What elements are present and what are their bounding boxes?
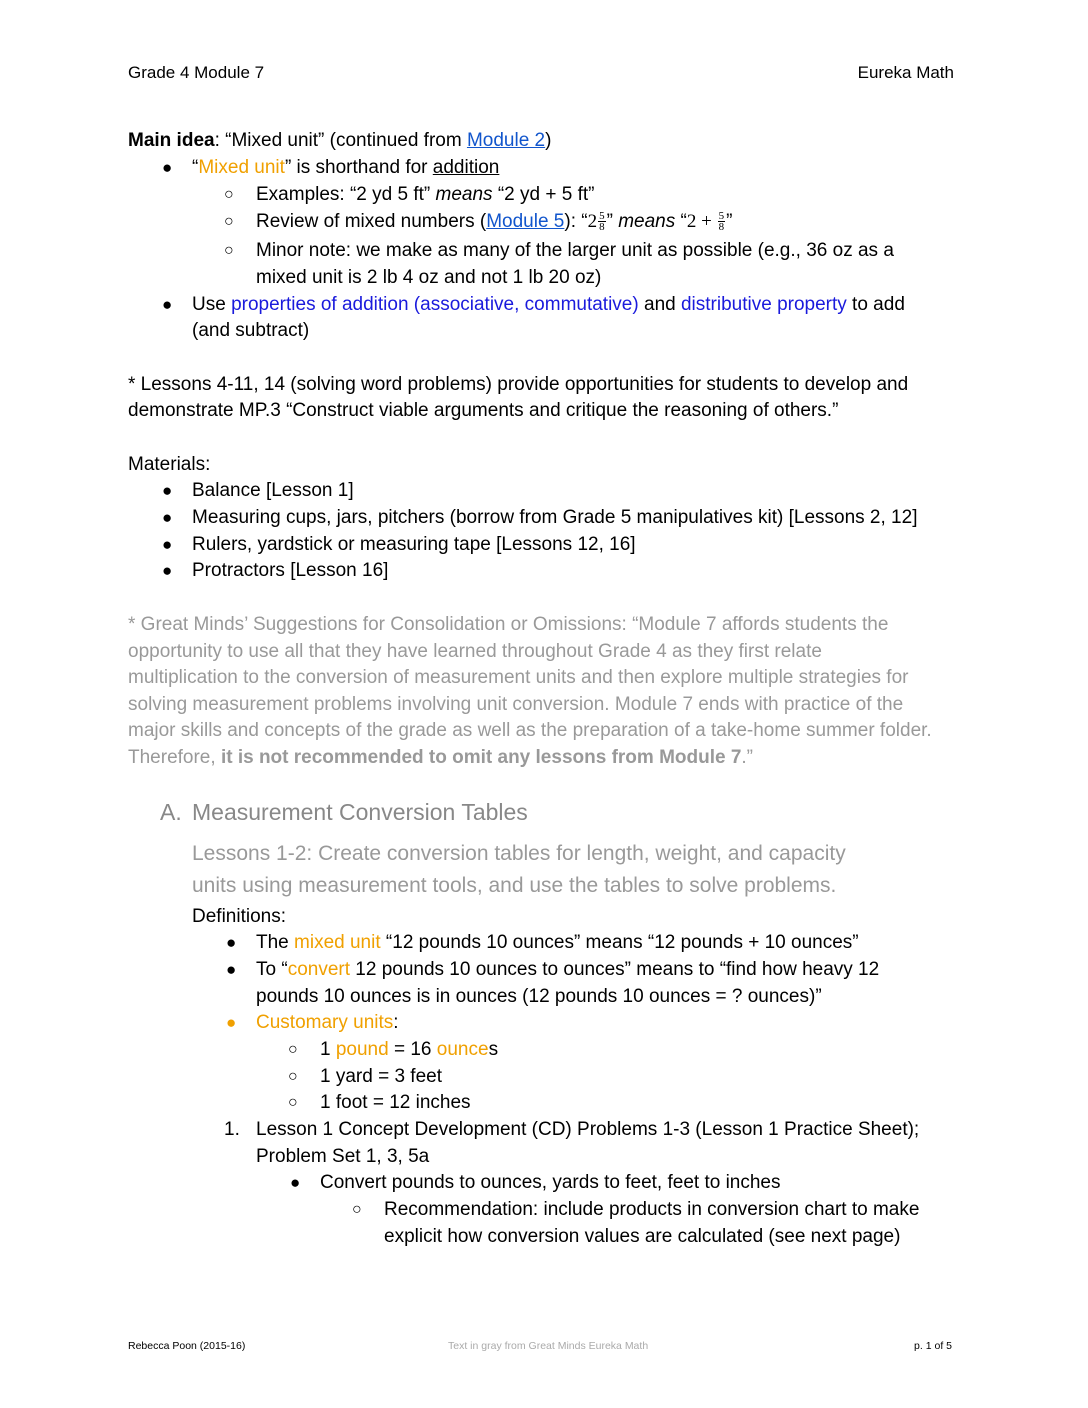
bullet-icon: ●: [162, 481, 173, 500]
properties-line-2: (and subtract): [192, 320, 310, 341]
lessons-1-2-heading-1: Lessons 1-2: Create conversion tables for length, weight, and capacity: [192, 842, 846, 865]
bullet-icon: ●: [162, 535, 173, 554]
lessons-note-line-2: demonstrate MP.3 “Construct viable arguments and critique the reasoning of others.”: [128, 400, 839, 421]
examples-line: Examples: “2 yd 5 ft” means “2 yd + 5 ft”: [256, 184, 595, 205]
bullet-icon: ●: [162, 158, 173, 177]
minor-note-line-2: mixed unit is 2 lb 4 oz and not 1 lb 20 oz): [256, 267, 602, 288]
bullet-icon: ●: [290, 1173, 301, 1192]
module-2-link[interactable]: Module 2: [466, 130, 546, 151]
footer-left: Rebecca Poon (2015-16): [128, 1340, 246, 1352]
footer-right: p. 1 of 5: [914, 1340, 952, 1352]
header-left: Grade 4 Module 7: [128, 63, 265, 82]
review-line: Review of mixed numbers (Module 5): “2 $\frac{5}{8}$ ” means “2 + $\frac{5}{8}$ ”: [256, 210, 733, 234]
definition-mixed-unit: The mixed unit “12 pounds 10 ounces” means “12 pounds + 10 ounces”: [256, 932, 859, 953]
lesson-1-cd-line-1: Lesson 1 Concept Development (CD) Problems 1-3 (Lesson 1 Practice Sheet);: [256, 1119, 920, 1140]
definition-customary-units: Customary units:: [256, 1012, 399, 1033]
recommendation-line-2: explicit how conversion values are calculated (see next page): [384, 1226, 901, 1247]
material-item: Rulers, yardstick or measuring tape [Lessons 12, 16]: [192, 534, 636, 555]
hollow-bullet-icon: ○: [288, 1041, 298, 1058]
recommendation-line-1: Recommendation: include products in conversion chart to make: [384, 1199, 920, 1220]
definition-convert: To “convert 12 pounds 10 ounces to ounces” means to “find how heavy 12: [256, 959, 880, 980]
bullet-icon: ●: [226, 960, 237, 979]
footer-center: Text in gray from Great Minds Eureka Math: [448, 1340, 649, 1352]
conversion-foot: 1 foot = 12 inches: [320, 1092, 471, 1113]
list-number: 1.: [224, 1119, 240, 1140]
lessons-1-2-heading-2: units using measurement tools, and use the tables to solve problems.: [192, 874, 837, 897]
bullet-icon: ●: [226, 933, 237, 952]
bullet-icon: ●: [162, 295, 173, 314]
definitions-label: Definitions:: [192, 906, 286, 927]
lessons-note-line-1: * Lessons 4-11, 14 (solving word problems) provide opportunities for students to develop and: [128, 374, 909, 395]
conversion-yard: 1 yard = 3 feet: [320, 1066, 442, 1087]
fraction-5-8: $\frac{5}{8}$: [718, 210, 725, 234]
bullet-icon: ●: [162, 561, 173, 580]
section-a-title: Measurement Conversion Tables: [192, 799, 528, 825]
material-item: Balance [Lesson 1]: [192, 480, 354, 501]
section-a-letter: A.: [160, 799, 182, 825]
lesson-1-cd-line-2: Problem Set 1, 3, 5a: [256, 1146, 430, 1167]
convert-item: Convert pounds to ounces, yards to feet, feet to inches: [320, 1172, 781, 1193]
main-idea-line: Main idea: “Mixed unit” (continued from Module 2): [128, 130, 552, 151]
mixed-unit-term: Mixed unit: [198, 157, 285, 178]
hollow-bullet-icon: ○: [224, 242, 234, 259]
mixed-unit-line: “Mixed unit” is shorthand for addition: [192, 157, 500, 178]
fraction-5-8: $\frac{5}{8}$: [599, 210, 605, 234]
header-right: Eureka Math: [857, 63, 954, 82]
minor-note-line-1: Minor note: we make as many of the larger unit as possible (e.g., 36 oz as a: [256, 240, 894, 261]
material-item: Measuring cups, jars, pitchers (borrow from Grade 5 manipulatives kit) [Lessons 2, 12]: [192, 507, 918, 528]
materials-label: Materials:: [128, 454, 211, 475]
module-5-link[interactable]: Module 5: [486, 211, 565, 232]
hollow-bullet-icon: ○: [352, 1201, 362, 1218]
main-idea-label: Main idea: [128, 130, 215, 151]
bullet-icon: ●: [162, 508, 173, 527]
properties-line: Use properties of addition (associative, commutative) and distributive property to add: [192, 294, 905, 315]
conversion-pound: 1 pound = 16 ounces: [320, 1039, 499, 1060]
hollow-bullet-icon: ○: [224, 213, 234, 230]
hollow-bullet-icon: ○: [224, 186, 234, 203]
suggestions-paragraph: * Great Minds’ Suggestions for Consolidation or Omissions: “Module 7 affords students the opportunity to use all that they have learned throughout Grade 4 as they first relate multiplication to the conversion of measurement units and then explore multiple strategies for solving measurement problems involving unit conversion. Module 7 ends with practice of the major skills and concepts of the grade as well as the preparation of a take-home summer folder. Therefore, it is not recommended to omit any lessons from Module 7.”: [128, 614, 932, 768]
hollow-bullet-icon: ○: [288, 1094, 298, 1111]
bullet-icon: ●: [226, 1013, 237, 1032]
hollow-bullet-icon: ○: [288, 1068, 298, 1085]
material-item: Protractors [Lesson 16]: [192, 560, 389, 581]
definition-convert-line-2: pounds 10 ounces is in ounces (12 pounds 10 ounces = ? ounces)”: [256, 986, 822, 1007]
